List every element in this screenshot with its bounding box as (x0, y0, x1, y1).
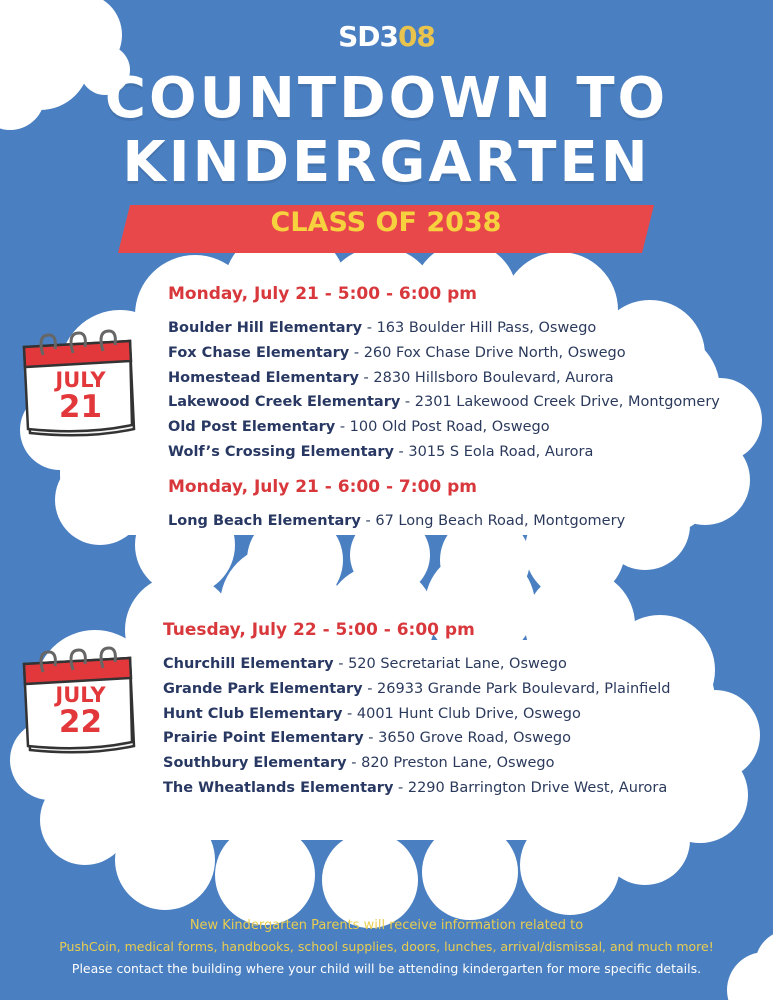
school-address: 67 Long Beach Road, Montgomery (375, 513, 626, 529)
school-name: Hunt Club Elementary (163, 705, 343, 722)
school-name: Boulder Hill Elementary (168, 320, 363, 336)
school-name: Wolf’s Crossing Elementary (168, 443, 394, 460)
list-item: The Wheatlands Elementary - 2290 Barrington Drive West, Aurora (163, 779, 668, 796)
logo-suffix: 08 (397, 20, 435, 53)
calendar-month: JULY (55, 368, 106, 392)
school-address: 3650 Grove Road, Oswego (378, 730, 571, 747)
class-banner-label: CLASS OF 2038 (270, 207, 502, 238)
list-item: Old Post Elementary - 100 Old Post Road, Oswego (168, 419, 550, 436)
school-address: 26933 Grande Park Boulevard, Plainfield (377, 680, 671, 697)
session-heading: Monday, July 21 - 5:00 - 6:00 pm (168, 284, 478, 304)
school-address: 2301 Lakewood Creek Drive, Montgomery (414, 394, 720, 411)
school-name: The Wheatlands Elementary (163, 779, 394, 796)
school-name: Long Beach Elementary (168, 513, 361, 529)
page-title-line-2: KINDERGARTEN (122, 130, 651, 195)
list-item: Southbury Elementary - 820 Preston Lane, Oswego (163, 755, 555, 772)
school-address: 260 Fox Chase Drive North, Oswego (363, 344, 626, 361)
school-name: Prairie Point Elementary (163, 730, 364, 747)
school-name: Homestead Elementary (168, 369, 359, 386)
list-item: Boulder Hill Elementary - 163 Boulder Hill Pass, Oswego (168, 320, 597, 336)
list-item: Long Beach Elementary - 67 Long Beach Road, Montgomery (168, 513, 626, 529)
school-address: 3015 S Eola Road, Aurora (408, 443, 594, 460)
logo-prefix: SD3 (338, 20, 398, 53)
calendar-icon (18, 323, 143, 443)
list-item: Homestead Elementary - 2830 Hillsboro Boulevard, Aurora (168, 369, 614, 386)
list-item: Churchill Elementary - 520 Secretariat Lane, Oswego (163, 656, 567, 672)
calendar-day: 21 (58, 389, 103, 425)
school-name: Churchill Elementary (163, 656, 334, 672)
list-item: Wolf’s Crossing Elementary - 3015 S Eola Road, Aurora (168, 443, 594, 460)
school-name: Old Post Elementary (168, 419, 336, 436)
list-item: Prairie Point Elementary - 3650 Grove Road, Oswego (163, 730, 571, 747)
list-item: Grande Park Elementary - 26933 Grande Park Boulevard, Plainfield (163, 680, 671, 697)
district-logo (0, 20, 773, 53)
school-name: Fox Chase Elementary (168, 344, 350, 361)
school-address: 520 Secretariat Lane, Oswego (348, 656, 567, 672)
school-name: Southbury Elementary (163, 755, 347, 772)
session-heading: Tuesday, July 22 - 5:00 - 6:00 pm (163, 620, 475, 640)
school-address: 2830 Hillsboro Boulevard, Aurora (373, 369, 614, 386)
list-item: Hunt Club Elementary - 4001 Hunt Club Drive, Oswego (163, 705, 581, 722)
school-list (168, 316, 720, 465)
calendar-day: 22 (58, 704, 103, 740)
footer-line-1: New Kindergarten Parents will receive information related to (189, 918, 584, 933)
school-name: Lakewood Creek Elementary (168, 394, 401, 411)
school-address: 100 Old Post Road, Oswego (349, 419, 550, 436)
school-address: 820 Preston Lane, Oswego (361, 755, 555, 772)
school-address: 163 Boulder Hill Pass, Oswego (376, 320, 597, 336)
footer-line-2: PushCoin, medical forms, handbooks, school supplies, doors, lunches, arrival/dismissal, and much more! (59, 939, 714, 954)
footer-line-3: Please contact the building where your child will be attending kindergarten for more specific details. (71, 961, 702, 976)
school-address: 2290 Barrington Drive West, Aurora (407, 779, 668, 796)
school-address: 4001 Hunt Club Drive, Oswego (356, 705, 581, 722)
calendar-month: JULY (55, 683, 106, 707)
school-list (168, 509, 625, 534)
session-heading: Monday, July 21 - 6:00 - 7:00 pm (168, 477, 478, 497)
list-item: Lakewood Creek Elementary - 2301 Lakewood Creek Drive, Montgomery (168, 394, 720, 411)
school-name: Grande Park Elementary (163, 680, 363, 697)
calendar-icon (18, 640, 143, 760)
list-item: Fox Chase Elementary - 260 Fox Chase Drive North, Oswego (168, 344, 626, 361)
page-title-line-1: COUNTDOWN TO (104, 66, 669, 131)
school-list (163, 652, 670, 801)
